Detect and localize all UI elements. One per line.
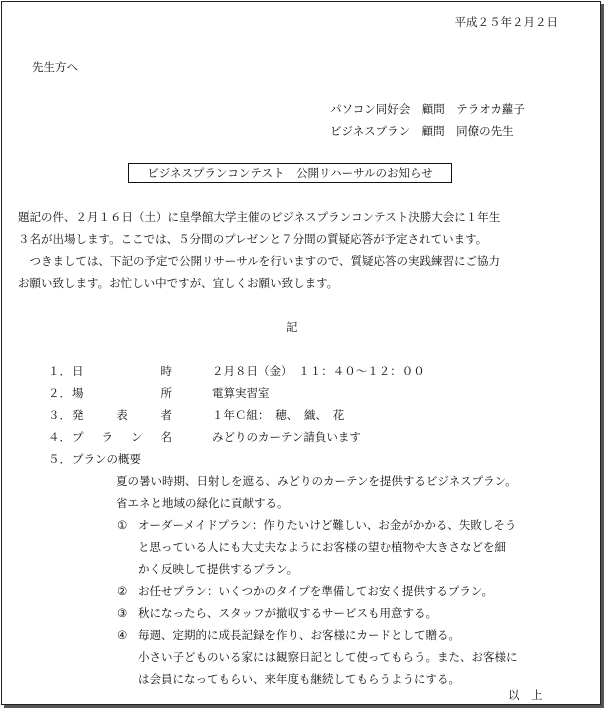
item-value-plan-name: みどりのカーテン請負います	[212, 430, 361, 444]
document-date: 平成２５年２月２日	[454, 15, 558, 29]
item-number: ２．	[48, 386, 71, 400]
item-label-presenters	[72, 410, 172, 422]
notice-title: ビジネスプランコンテスト 公開リハーサルのお知らせ	[128, 163, 452, 183]
label-char: 発	[72, 408, 84, 422]
label-char: 時	[160, 364, 172, 378]
item-number: １．	[48, 364, 71, 378]
item-number: ３．	[48, 408, 71, 422]
label-char: 所	[160, 386, 172, 400]
item-value-datetime: ２月８日（金） １１：４０〜１２：００	[212, 364, 425, 378]
point-1-line-3: かく反映して提供するプラン。	[138, 562, 299, 576]
point-3-line-1: 秋になったら、スタッフが撤収するサービスも用意する。	[138, 606, 437, 620]
point-4-line-2: 小さい子どものいる家には観察日記として使ってもらう。また、お客様に	[138, 650, 518, 664]
label-char: 者	[160, 408, 172, 422]
body-line-2: ３名が出場します。ここでは、５分間のプレゼンと７分間の質疑応答が予定されています。	[18, 232, 488, 246]
point-4-line-1: 毎週、定期的に成長記録を作り、お客様にカードとして贈る。	[138, 628, 460, 642]
overview-line-2: 省エネと地域の緑化に貢献する。	[116, 496, 289, 510]
sender-line-2: ビジネスプラン 顧問 同僚の先生	[330, 124, 514, 138]
point-marker: ④	[117, 628, 128, 642]
item-value-presenters: １年Ｃ組： 穂、 織、 花	[212, 408, 345, 422]
label-char: 場	[72, 386, 84, 400]
addressee: 先生方へ	[32, 60, 78, 74]
label-char: ラ	[101, 430, 113, 444]
overview-line-1: 夏の暑い時期、日射しを遮る、みどりのカーテンを提供するビジネスプラン。	[116, 474, 517, 488]
item-number: ４．	[48, 430, 71, 444]
label-char: 日	[72, 364, 84, 378]
point-2-line-1: お任せプラン：いくつかのタイプを準備してお安く提供するプラン。	[138, 584, 494, 598]
item-label-overview: プランの概要	[72, 452, 141, 466]
point-1-line-2: と思っている人にも大丈夫なようにお客様の望む植物や大きさなどを細	[138, 540, 506, 554]
point-1-line-1: オーダーメイドプラン：作りたいけど難しい、お金がかかる、失敗しそう	[138, 518, 517, 532]
item-label-place	[72, 388, 172, 400]
ki-heading: 記	[286, 320, 298, 334]
label-char: 名	[160, 430, 172, 444]
item-label-plan-name	[72, 432, 172, 444]
item-value-place: 電算実習室	[212, 386, 270, 400]
body-line-4: お願い致します。お忙しい中ですが、宜しくお願い致します。	[18, 276, 339, 290]
label-char: 表	[116, 408, 128, 422]
sender-line-1: パソコン同好会 顧問 テラオカ蘿子	[330, 102, 525, 116]
body-line-1: 題記の件、２月１６日（土）に皇學館大学主催のビジネスプランコンテスト決勝大会に１年生	[18, 210, 501, 224]
item-number: ５．	[48, 452, 71, 466]
point-marker: ③	[117, 606, 128, 620]
point-marker: ①	[117, 518, 128, 532]
point-marker: ②	[117, 584, 128, 598]
body-line-3: つきましては、下記の予定で公開リサーサルを行いますので、質疑応答の実践練習にご協力	[18, 254, 500, 268]
point-4-line-3: は会員になってもらい、来年度も継続してもらうようにする。	[138, 672, 460, 686]
closing-mark: 以 上	[508, 688, 543, 702]
label-char: プ	[72, 430, 84, 444]
label-char: ン	[131, 430, 143, 444]
item-label-datetime	[72, 366, 172, 378]
